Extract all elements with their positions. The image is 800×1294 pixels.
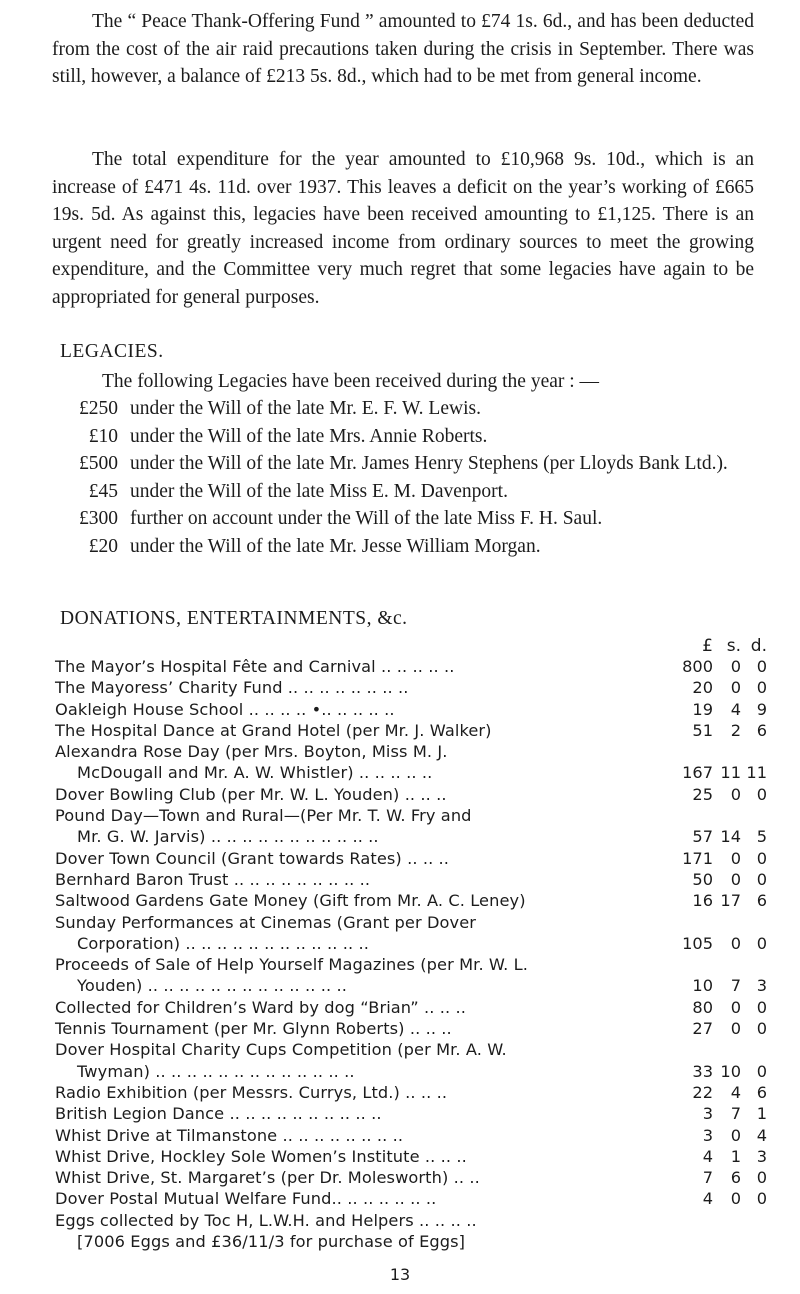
pence-value: 3 (756, 1146, 767, 1166)
pounds-value: 171 (682, 848, 713, 868)
pounds-value: 57 (692, 827, 713, 847)
donation-row (55, 848, 767, 869)
donation-description (55, 890, 669, 911)
shillings-value: 7 (730, 976, 741, 996)
donation-row (55, 699, 767, 720)
pounds-value: 3 (702, 1125, 713, 1145)
donation-description (55, 869, 669, 890)
donations-table (55, 636, 767, 1252)
donation-row (55, 1018, 767, 1039)
shillings-value: 7 (730, 1104, 741, 1124)
page-number: 13 (389, 1265, 411, 1284)
donation-description (55, 1188, 669, 1209)
pence-value: 6 (756, 1082, 767, 1102)
legacies-heading: LEGACIES. (60, 341, 164, 362)
donation-description (55, 1103, 669, 1124)
shillings-value: 17 (720, 891, 741, 911)
donation-description-line: Alexandra Rose Day (per Mrs. Boyton, Miss M. J. (55, 742, 448, 762)
donation-row (55, 1103, 767, 1124)
shillings-value: 0 (730, 1125, 741, 1145)
donation-row (55, 1039, 767, 1082)
donation-row (55, 784, 767, 805)
donation-description-line: Bernhard Baron Trust .. .. .. .. .. .. .. .. .. (55, 869, 371, 889)
legacy-item (48, 450, 768, 478)
donation-description (55, 699, 669, 720)
pence-value: 0 (756, 997, 767, 1017)
donation-description-line: Radio Exhibition (per Messrs. Currys, Ltd.) .. .. .. (55, 1082, 448, 1102)
pounds-value: 4 (702, 1146, 713, 1166)
shillings-value: 0 (730, 933, 741, 953)
legacy-amount: £10 (88, 425, 118, 447)
shillings-value: 0 (730, 678, 741, 698)
shillings-value: 0 (730, 848, 741, 868)
donation-description (55, 741, 669, 784)
donation-description (55, 1210, 669, 1253)
legacy-amount: £300 (79, 508, 118, 529)
legacy-amount: £20 (88, 535, 118, 557)
donation-description-line: Oakleigh House School .. .. .. .. •.. .. .. .. .. (55, 699, 395, 719)
donation-description-line: Whist Drive, Hockley Sole Women’s Institute .. .. .. (55, 1146, 467, 1166)
donation-row (55, 954, 767, 997)
legacy-text: under the Will of the late Mrs. Annie Roberts. (130, 425, 488, 447)
donation-description-line: Youden) .. .. .. .. .. .. .. .. .. .. .. .. .. (77, 976, 347, 996)
donation-description-line: Dover Town Council (Grant towards Rates) .. .. .. (55, 848, 450, 868)
donation-row (55, 869, 767, 890)
shillings-value: 11 (720, 763, 741, 783)
legacy-text: under the Will of the late Mr. Jesse William Morgan. (130, 535, 541, 557)
pounds-value: 80 (692, 997, 713, 1017)
donation-description-line: Whist Drive, St. Margaret’s (per Dr. Molesworth) .. .. (55, 1168, 480, 1188)
pounds-value: 10 (692, 976, 713, 996)
donation-description-line: The Mayor’s Hospital Fête and Carnival .. .. .. .. .. (55, 657, 455, 676)
donation-row (55, 720, 767, 741)
donation-description-line: McDougall and Mr. A. W. Whistler) .. .. .. .. .. (77, 763, 433, 783)
donation-description-line: British Legion Dance .. .. .. .. .. .. .. .. .. .. (55, 1104, 382, 1124)
donation-row (55, 656, 767, 677)
donation-description (55, 1167, 669, 1188)
donation-row (55, 677, 767, 698)
donation-description-line: Corporation) .. .. .. .. .. .. .. .. .. .. .. .. (77, 933, 369, 953)
pounds-value: 22 (692, 1082, 713, 1102)
donation-description (55, 848, 669, 869)
donation-description-line: Dover Hospital Charity Cups Competition (per Mr. A. W. (55, 1040, 507, 1060)
legacy-item (48, 395, 768, 423)
pounds-value: 51 (692, 720, 713, 740)
shillings-value: 4 (730, 1082, 741, 1102)
donation-row (55, 912, 767, 955)
legacy-amount: £45 (88, 480, 118, 502)
pounds-value: 167 (682, 763, 713, 783)
donation-description (55, 997, 669, 1018)
donation-description-line: Dover Postal Mutual Welfare Fund.. .. .. .. .. .. .. (55, 1189, 437, 1209)
donation-row (55, 1188, 767, 1209)
donation-row (55, 741, 767, 784)
legacy-amount: £250 (79, 398, 118, 419)
shillings-value: 0 (730, 784, 741, 804)
legacy-text: under the Will of the late Mr. James Henry Stephens (per Lloyds Bank Ltd.). (130, 453, 728, 474)
pounds-value: 7 (702, 1168, 713, 1188)
pounds-value: 27 (692, 1019, 713, 1039)
shillings-value: 10 (720, 1061, 741, 1081)
donation-row (55, 1210, 767, 1253)
donation-description-line: [7006 Eggs and £36/11/3 for purchase of Eggs] (77, 1232, 466, 1252)
legacy-text: further on account under the Will of the late Miss F. H. Saul. (130, 508, 603, 529)
donation-row (55, 997, 767, 1018)
legacies-intro: The following Legacies have been received during the year : — (102, 371, 600, 392)
pence-value: 6 (756, 891, 767, 911)
donation-description-line: Eggs collected by Toc H, L.W.H. and Helpers .. .. .. .. (55, 1210, 477, 1230)
donation-description-line: The Mayoress’ Charity Fund .. .. .. .. .. .. .. .. (55, 678, 409, 698)
donation-row (55, 1146, 767, 1167)
legacy-item (48, 505, 768, 533)
donation-description-line: Twyman) .. .. .. .. .. .. .. .. .. .. .. .. .. (77, 1061, 355, 1081)
donation-description (55, 784, 669, 805)
pounds-value: 105 (682, 933, 713, 953)
donation-description (55, 720, 669, 741)
pence-value: 1 (756, 1104, 767, 1124)
pence-value: 0 (756, 869, 767, 889)
shillings-column-header: s. (726, 636, 741, 656)
donation-description (55, 1039, 669, 1082)
donation-description (55, 1125, 669, 1146)
pounds-value: 19 (692, 699, 713, 719)
pence-value: 6 (756, 720, 767, 740)
donation-description (55, 1082, 669, 1103)
pounds-value: 20 (692, 678, 713, 698)
donation-description-line: Sunday Performances at Cinemas (Grant per Dover (55, 912, 477, 932)
legacy-item (48, 533, 768, 561)
pounds-value: 25 (692, 784, 713, 804)
donation-description (55, 805, 669, 848)
pence-value: 3 (756, 976, 767, 996)
donations-rows (55, 656, 767, 1252)
shillings-value: 0 (730, 1189, 741, 1209)
pence-value: 0 (756, 678, 767, 698)
pounds-column-header: £ (702, 636, 713, 656)
legacy-item (48, 478, 768, 506)
donation-description-line: Collected for Children’s Ward by dog “Brian” .. .. .. (55, 997, 466, 1017)
shillings-value: 2 (730, 720, 741, 740)
legacies-list (48, 395, 768, 560)
shillings-value: 4 (730, 699, 741, 719)
pence-value: 0 (756, 1189, 767, 1209)
shillings-value: 0 (730, 997, 741, 1017)
pence-value: 0 (756, 657, 767, 676)
pounds-value: 3 (702, 1104, 713, 1124)
pence-value: 0 (756, 1168, 767, 1188)
shillings-value: 0 (730, 869, 741, 889)
pence-value: 5 (756, 827, 767, 847)
donation-description-line: The Hospital Dance at Grand Hotel (per Mr. J. Walker) (55, 720, 492, 740)
legacy-text: under the Will of the late Mr. E. F. W. Lewis. (130, 398, 481, 419)
shillings-value: 6 (730, 1168, 741, 1188)
donation-row (55, 1082, 767, 1103)
donation-description-line: Saltwood Gardens Gate Money (Gift from Mr. A. C. Leney) (55, 891, 526, 911)
shillings-value: 1 (730, 1146, 741, 1166)
paragraph-expenditure: The total expenditure for the year amounted to £10,968 9s. 10d., which is an increase of £471 4s. 11d. over 1937. This leaves a deficit on the year’s working of £665 19s. 5d. As against this, legacies have been received amounting to £1,125. There is an urgent need for greatly increased income from ordinary sources to meet the growing expenditure, and the Committee very much regret that some legacies have again to be appropriated for general purposes. (52, 149, 754, 308)
pence-value: 0 (756, 1061, 767, 1081)
pence-value: 11 (746, 763, 767, 783)
donation-description-line: Mr. G. W. Jarvis) .. .. .. .. .. .. .. .. .. .. .. (77, 827, 379, 847)
donation-description (55, 912, 669, 955)
donation-description (55, 677, 669, 698)
donation-row (55, 1125, 767, 1146)
legacy-amount: £500 (79, 453, 118, 474)
shillings-value: 14 (720, 827, 741, 847)
donation-row (55, 805, 767, 848)
shillings-value: 0 (730, 657, 741, 676)
donation-description-line: Whist Drive at Tilmanstone .. .. .. .. .. .. .. .. (55, 1125, 404, 1145)
pounds-value: 33 (692, 1061, 713, 1081)
donation-row (55, 1167, 767, 1188)
pence-value: 4 (756, 1125, 767, 1145)
pounds-value: 4 (702, 1189, 713, 1209)
donation-description (55, 954, 669, 997)
pence-value: 0 (756, 1019, 767, 1039)
donation-description (55, 656, 669, 677)
donations-column-headers (55, 636, 767, 656)
shillings-value: 0 (730, 1019, 741, 1039)
legacy-text: under the Will of the late Miss E. M. Davenport. (130, 480, 508, 502)
pounds-value: 16 (692, 891, 713, 911)
paragraph-peace-fund: The “ Peace Thank-Offering Fund ” amounted to £74 1s. 6d., and has been deducted from the cost of the air raid precautions taken during the crisis in September. There was still, however, a balance of £213 5s. 8d., which had to be met from general income. (52, 11, 754, 87)
pence-value: 0 (756, 933, 767, 953)
pence-column-header: d. (750, 636, 767, 656)
donation-description (55, 1018, 669, 1039)
donation-description (55, 1146, 669, 1167)
donation-description-line: Tennis Tournament (per Mr. Glynn Roberts) .. .. .. (55, 1019, 452, 1039)
pounds-value: 800 (682, 657, 713, 676)
legacy-item (48, 423, 768, 451)
pence-value: 0 (756, 848, 767, 868)
pounds-value: 50 (692, 869, 713, 889)
donation-description-line: Proceeds of Sale of Help Yourself Magazines (per Mr. W. L. (55, 955, 529, 975)
donations-heading: DONATIONS, ENTERTAINMENTS, &c. (60, 608, 408, 629)
donation-description-line: Pound Day—Town and Rural—(Per Mr. T. W. Fry and (55, 806, 472, 826)
donation-row (55, 890, 767, 911)
pence-value: 9 (756, 699, 767, 719)
donation-description-line: Dover Bowling Club (per Mr. W. L. Youden) .. .. .. (55, 784, 447, 804)
pence-value: 0 (756, 784, 767, 804)
